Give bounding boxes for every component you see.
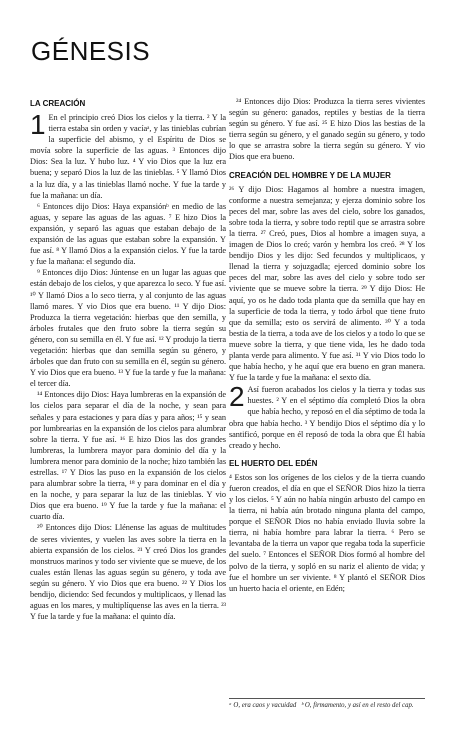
verse-paragraph: ²⁰ Entonces dijo Dios: Llénense las aguas de multitudes de seres vivientes, y vuelen las aves sobre la tierra en la abierta expansión de los cielos. ²¹ Y creó Dios los grandes monstruos marinos y todo ser viviente que se mueve, de los cuales están llenas las aguas según su género, y toda ave según su género. Y vio Dios que era bueno. ²² Y Dios los bendijo, diciendo: Sed fecundos y multiplicaos, y llenad las aguas en los mares, y multiplíquense las aves en la tierra. ²³ Y fue la tarde y fue la mañana: el quinto día. bbox=[30, 523, 226, 622]
section-heading-eden: EL HUERTO DEL EDÉN bbox=[229, 458, 318, 468]
book-title: GÉNESIS bbox=[31, 36, 151, 66]
verse-paragraph bbox=[30, 109, 226, 201]
verse-paragraph: ²⁴ Entonces dijo Dios: Produzca la tierra seres vivientes según su género: ganados, reptiles y bestias de la tierra según su género. Y fue así. ²⁵ E hizo Dios las bestias de la tierra según su género, y el ganado según su género, y todo lo que se arrastra sobre la tierra según su género. Y vio Dios que era bueno. bbox=[229, 97, 425, 162]
footnote-b: ᵇ O, firmamento, y así en el resto del cap. bbox=[301, 702, 414, 709]
verse-paragraph: ⁹ Entonces dijo Dios: Júntense en un lugar las aguas que están debajo de los cielos, y que aparezca lo seco. Y fue así. ¹⁰ Y llamó Dios a lo seco tierra, y al conjunto de las aguas llamó mares. Y vio Dios que era bueno. ¹¹ Y dijo Dios: Produzca la tierra vegetación: hierbas que den semilla, y árboles frutales que den fruto sobre la tierra según su género, con su semilla en él. Y fue así. ¹² Y produjo la tierra vegetación: hierbas que dan semilla según su género, y árboles que dan fruto con su semilla en él, según su género. Y vio Dios que era bueno. ¹³ Y fue la tarde y fue la mañana: el tercer día. bbox=[30, 268, 226, 389]
section-heading-creation: LA CREACIÓN bbox=[30, 99, 86, 108]
section-heading-man: CREACIÓN DEL HOMBRE Y DE LA MUJER bbox=[229, 170, 391, 180]
footnotes bbox=[229, 698, 425, 711]
verse-paragraph bbox=[229, 381, 425, 451]
chapter-number-1: 1 bbox=[30, 109, 46, 140]
footnote-a: ᵃ O, era caos y vacuidad bbox=[229, 702, 297, 709]
verse-paragraph: ¹⁴ Entonces dijo Dios: Haya lumbreras en la expansión de los cielos para separar el día de la noche, y sean para señales y para estaciones y para días y para años; ¹⁵ y sean por lumbrearias en la expansión de los cielos para alumbrar sobre la tierra. Y fue así. ¹⁶ E hizo Dios las dos grandes lumbreras, la lumbrera mayor para dominio del día y la lumbrera menor para dominio de la noche; hizo también las estrellas. ¹⁷ Y Dios las puso en la expansión de los cielos para alumbrar sobre la tierra, ¹⁸ y para dominar en el día y en la noche, y para separar la luz de las tinieblas. Y vio Dios que era bueno. ¹⁹ Y fue la tarde y fue la mañana: el cuarto día. bbox=[30, 390, 226, 522]
chapter-number-2: 2 bbox=[229, 381, 245, 413]
left-column bbox=[30, 98, 226, 622]
verse-paragraph: ⁶ Entonces dijo Dios: Haya expansiónᵇ en medio de las aguas, y separe las aguas de las aguas. ⁷ E hizo Dios la expansión, y separó las aguas que estaban debajo de la expansión de las aguas que estaban sobre la expansión. Y fue así. ⁸ Y llamó Dios a la expansión cielos. Y fue la tarde y fue la mañana: el segundo día. bbox=[30, 201, 226, 267]
verse-paragraph: ⁴ Estos son los orígenes de los cielos y de la tierra cuando fueron creados, el día en que el SEÑOR Dios hizo la tierra y los cielos. ⁵ Y aún no había ningún arbusto del campo en la tierra, ni había aún brotado ninguna planta del campo, porque el SEÑOR Dios no había enviado lluvia sobre la tierra, ni había hombre para labrar la tierra. ⁶ Pero se levantaba de la tierra un vapor que regaba toda la superficie del suelo. ⁷ Entonces el SEÑOR Dios formó al hombre del polvo de la tierra, y sopló en su nariz el aliento de vida; y fue el hombre un ser viviente. ⁸ Y plantó el SEÑOR Dios un huerto hacia el oriente, en Edén; bbox=[229, 472, 425, 593]
right-column bbox=[229, 96, 425, 594]
paragraph-text: En el principio creó Dios los cielos y la tierra. ² Y la tierra estaba sin orden y vacíaᵃ, y las tinieblas cubrían la superficie del abismo, y el Espíritu de Dios se movía sobre la superficie de las aguas. ³ Entonces dijo Dios: Sea la luz. Y hubo luz. ⁴ Y vio Dios que la luz era buena; y separó Dios la luz de las tinieblas. ⁵ Y llamó Dios a la luz día, y a las tinieblas llamó noche. Y fue la tarde y fue la mañana: un día. bbox=[30, 113, 226, 200]
paragraph-text: Así fueron acabados los cielos y la tierra y todas sus huestes. ² Y en el séptimo día completó Dios la obra que había hecho, y reposó en el día séptimo de toda la obra que había hecho. ³ Y bendijo Dios el séptimo día y lo santificó, porque en él reposó de toda la obra que Él había creado y hecho. bbox=[229, 385, 425, 450]
verse-paragraph: ²⁶ Y dijo Dios: Hagamos al hombre a nuestra imagen, conforme a nuestra semejanza; y ejerza dominio sobre los peces del mar, sobre las aves del cielo, sobre los ganados, sobre toda la tierra, y sobre todo reptil que se arrastra sobre la tierra. ²⁷ Creó, pues, Dios al hombre a imagen suya, a imagen de Dios lo creó; varón y hembra los creó. ²⁸ Y los bendijo Dios y les dijo: Sed fecundos y multiplicaos, y llenad la tierra y sojuzgadla; ejerced dominio sobre los peces del mar, sobre las aves del cielo y sobre todo ser viviente que se mueve sobre la tierra. ²⁹ Y dijo Dios: He aquí, yo os he dado toda planta que da semilla que hay en la superficie de toda la tierra, y todo árbol que tiene fruto que da semilla; esto os servirá de alimento. ³⁰ Y a toda bestia de la tierra, a toda ave de los cielos y a todo lo que se mueve sobre la tierra, y que tiene vida, les he dado toda planta verde para alimento. Y fue así. ³¹ Y vio Dios todo lo que había hecho, y he aquí que era bueno en gran manera. Y fue la tarde y fue la mañana: el sexto día. bbox=[229, 184, 425, 383]
